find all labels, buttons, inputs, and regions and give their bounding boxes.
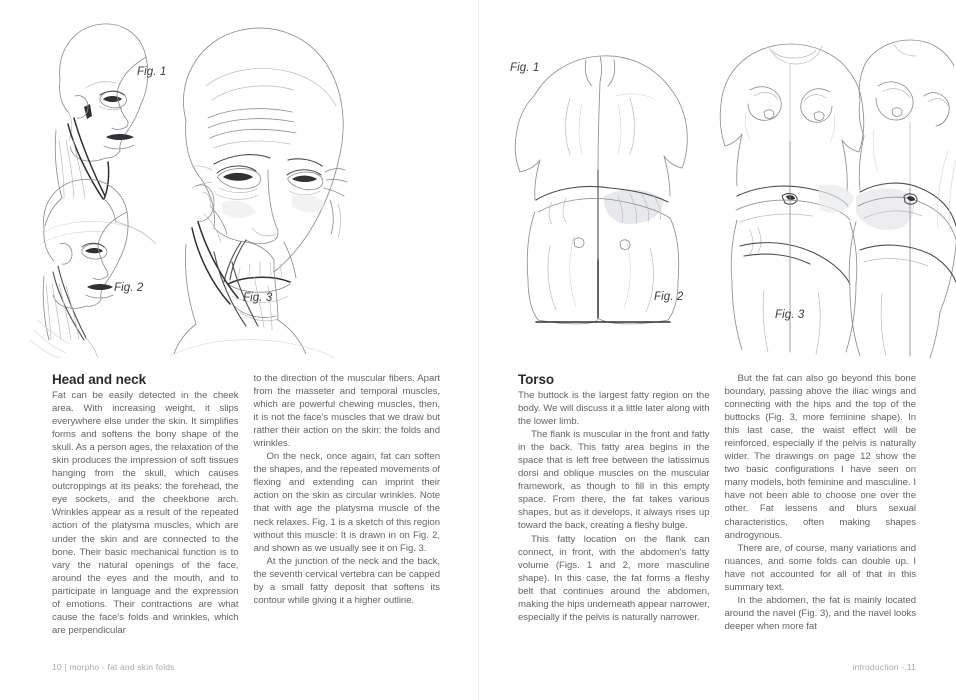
figure-3-feminine-torso bbox=[849, 40, 956, 358]
right-page-footer: introduction - 11 bbox=[852, 662, 916, 672]
right-page-illustration-plate bbox=[478, 0, 956, 360]
paragraph: The buttock is the largest fatty region on the body. We will discuss it a little later along with the lower limb. bbox=[518, 390, 710, 428]
figure-2-female-front-torso bbox=[720, 44, 864, 354]
page-gutter-divider bbox=[478, 0, 479, 700]
figure-label-1: Fig. 1 bbox=[137, 66, 167, 78]
paragraph: to the direction of the muscular fibers. Apart from the masseter and temporal muscles, which are powerful chewing muscles, then, it is not the face's muscles that we draw but rather their action on the skin: the folds and wrinkles. bbox=[253, 373, 440, 450]
figure-2-head-drawing bbox=[30, 179, 128, 358]
figure-3-aged-head-drawing bbox=[170, 28, 347, 358]
paragraph: There are, of course, many variations and nuances, and some folds can double up. I have not accounted for all of that in this summary text. bbox=[724, 542, 916, 593]
section-heading-torso: Torso bbox=[518, 372, 554, 387]
left-page-footer: 10 | morpho - fat and skin folds bbox=[52, 662, 175, 672]
figure-label-2: Fig. 2 bbox=[114, 282, 144, 294]
right-page-text-columns bbox=[518, 372, 916, 642]
figure-label-3: Fig. 3 bbox=[243, 292, 273, 304]
figure-label-2: Fig. 2 bbox=[654, 291, 684, 303]
paragraph: But the fat can also go beyond this bone boundary, passing above the iliac wings and connecting with the hips and the top of the buttocks (Fig. 3, more feminine shape). In this last case, the waist effect will be reinforced, especially if the pelvis is naturally wider. The drawings on page 12 show the two basic configurations I have seen on many models, both feminine and masculine. I have not been able to choose one over the other. Fat lessens and blurs sexual characteristics, often making shapes androgynous. bbox=[724, 373, 916, 541]
right-page bbox=[478, 0, 956, 700]
torso-drawings bbox=[478, 0, 956, 360]
left-page-text-columns bbox=[52, 372, 440, 642]
paragraph: Fat can be easily detected in the cheek area. With increasing weight, it slips everywhere else under the skin. It simplifies forms and softens the bony shape of the skull. As a person ages, the relaxation of the skin produces the impression of soft tissues hanging from the skull, which causes outcroppings at its peaks: the forehead, the eye sockets, and the cheekbone arch. Wrinkles appear as a result of the repeated action of the platysma muscles, which are under the skin and are connected to the bone. Their basic mechanical function is to vary the natural openings of the face, around the eyes and the mouth, and to participate in language and the expression of emotions. Their contractions are what cause the face's folds and wrinkles, which are perpendicular bbox=[52, 390, 239, 636]
figure-label-3: Fig. 3 bbox=[775, 309, 805, 321]
left-page-column-2 bbox=[254, 372, 441, 642]
section-heading-head-and-neck: Head and neck bbox=[52, 372, 146, 387]
paragraph: The flank is muscular in the front and fatty in the back. This fatty area begins in the space that is left free between the latissimus dorsi and oblique muscles on the muscular framework, as though to fill in this empty space. From there, the fat takes various shapes, but as it develops, it always rises up toward the back, creating a fleshy bulge. bbox=[518, 429, 710, 532]
figure-1-male-back-torso bbox=[515, 56, 687, 324]
paragraph: On the neck, once again, fat can soften the shapes, and the repeated movements of flexing and extending can imprint their action on the skin as circular wrinkles. Note that with age the platysma muscle of the neck relaxes. Fig. 1 is a sketch of this region without this muscle: It is drawn in on Fig. 2, and shown as we usually see it on Fig. 3. bbox=[253, 451, 440, 554]
paragraph: At the junction of the neck and the back, the seventh cervical vertebra can be capped by a small fatty deposit that softens its contour while giving it a higher outline. bbox=[253, 555, 440, 606]
head-and-neck-drawings bbox=[0, 0, 478, 360]
right-page-column-1 bbox=[518, 372, 710, 642]
left-page-column-1 bbox=[52, 372, 239, 642]
left-page-illustration-plate bbox=[0, 0, 478, 360]
paragraph: In the abdomen, the fat is mainly located around the navel (Fig. 3), and the navel looks deeper when more fat bbox=[724, 594, 916, 632]
figure-label-1: Fig. 1 bbox=[510, 62, 540, 74]
figure-1-head-drawing bbox=[40, 24, 156, 244]
right-page-column-2 bbox=[725, 372, 917, 642]
paragraph: This fatty location on the flank can connect, in front, with the abdomen's fatty volume (Figs. 1 and 2, more masculine shape). In this case, the fat forms a fleshy belt that continues around the abdomen, making the hips underneath appear narrower, especially if the pelvis is naturally narrower. bbox=[518, 533, 710, 623]
